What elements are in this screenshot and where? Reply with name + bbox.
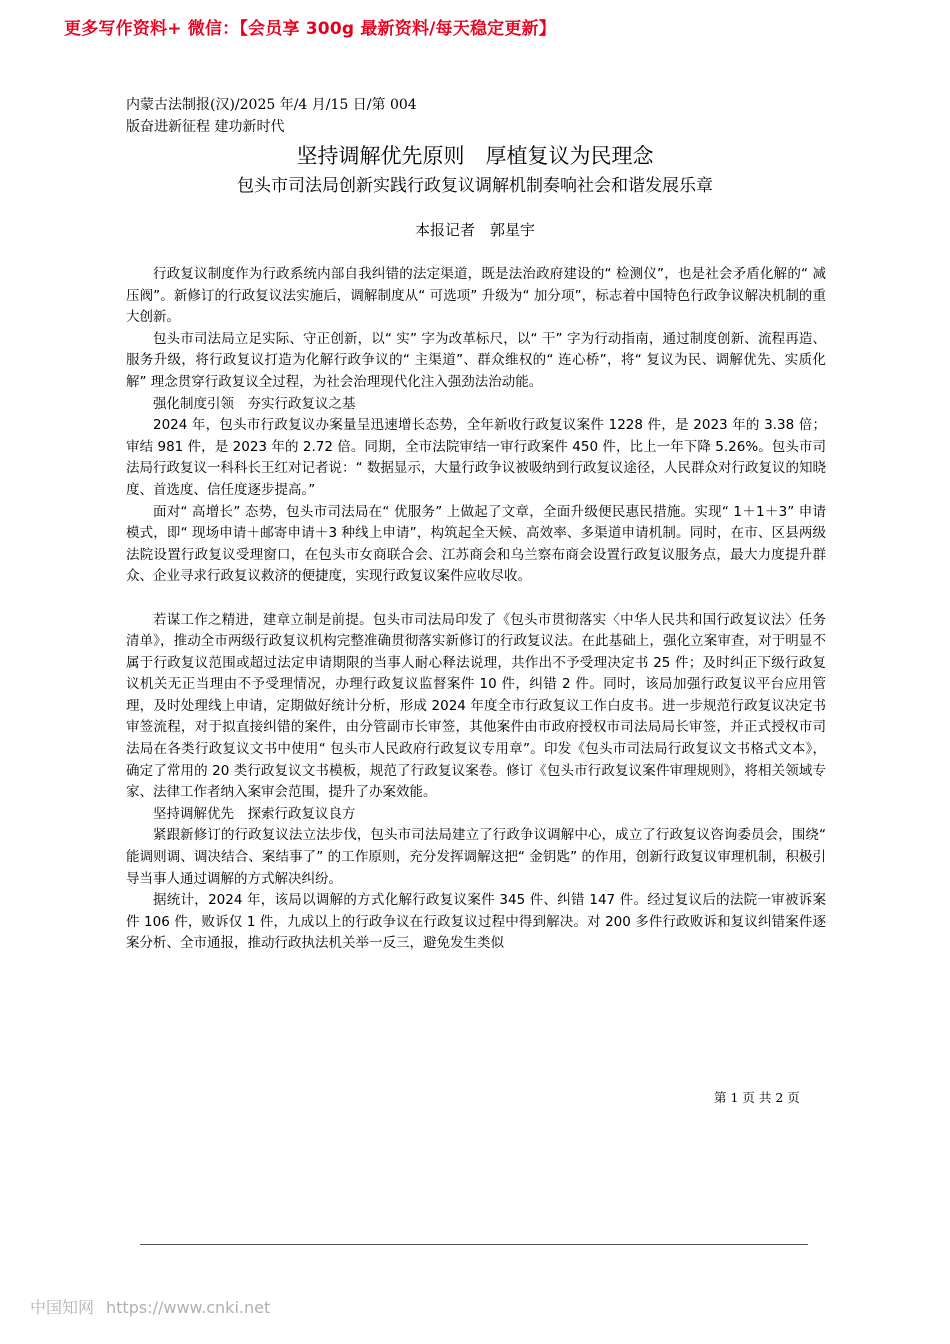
paragraph: 面对“ 高增长” 态势，包头市司法局在“ 优服务” 上做起了文章，全面升级便民惠民措施。实现“ 1＋1＋3” 申请模式，即“ 现场申请＋邮寄申请＋3 种线上申请”，构筑起全天候、高效率、多渠道申请机制。同时，在市、区县两级法院设置行政复议受理窗口，在包头市女商联合会、江苏商会和乌兰察布商会设置行政复议服务点，最大力度提升群众、企业寻求行政复议救济的便捷度，实现行政复议案件应收尽收。 bbox=[126, 503, 826, 585]
paragraph: 若谋工作之精进，建章立制是前提。包头市司法局印发了《包头市贯彻落实〈中华人民共和国行政复议法〉任务清单》，推动全市两级行政复议机构完整准确贯彻落实新修订的行政复议法。在此基础上，强化立案审查，对于明显不属于行政复议范围或超过法定申请期限的当事人耐心释法说理，共作出不予受理决定书 25 件；及时纠正下级行政复议机关无正当理由不予受理情况，办理行政复议监督案件 10 件，纠错 2 件。同时，该局加强行政复议平台应用管理，及时处理线上申请，定期做好统计分析，形成 2024 年度全市行政复议工作白皮书。进一步规范行政复议决定书审签流程，对于拟直接纠错的案件，由分管副市长审签，其他案件由市政府授权市司法局局长审签，并正式授权市司法局在各类行政复议文书中使用“ 包头市人民政府行政复议专用章”。印发《包头市司法局行政复议文书格式文本》，确定了常用的 20 类行政复议文书模板，规范了行政复议案卷。修订《包头市行政复议案件审理规则》，将相关领域专家、法律工作者纳入案审会范围，提升了办案效能。 bbox=[126, 611, 826, 801]
watermark-url: https://www.cnki.net bbox=[106, 1298, 271, 1317]
paragraph: 据统计，2024 年，该局以调解的方式化解行政复议案件 345 件、纠错 147 件。经过复议后的法院一审被诉案件 106 件，败诉仅 1 件，九成以上的行政争议在行政复议过程中得到解决。对 200 多件行政败诉和复议纠错案件逐案分析、全市通报，推动行政执法机关举一反三，避免发生类似 bbox=[126, 892, 826, 952]
paragraph: 行政复议制度作为行政系统内部自我纠错的法定渠道，既是法治政府建设的“ 检测仪”，也是社会矛盾化解的“ 减压阀”。新修订的行政复议法实施后，调解制度从“ 可选项” 升级为“ 加分项”，标志着中国特色行政争议解决机制的重大创新。 bbox=[126, 266, 826, 326]
page-number: 第 1 页 共 2 页 bbox=[714, 1090, 800, 1105]
paragraph: 包头市司法局立足实际、守正创新，以“ 实” 字为改革标尺，以“ 干” 字为行动指南，通过制度创新、流程再造、服务升级，将行政复议打造为化解行政争议的“ 主渠道”、群众维权的“ 连心桥”，将“ 复议为民、调解优先、实质化解” 理念贯穿行政复议全过程，为社会治理现代化注入强劲法治动能。 bbox=[126, 330, 826, 390]
article-subtitle: 包头市司法局创新实践行政复议调解机制奏响社会和谐发展乐章 bbox=[237, 176, 713, 196]
paragraph: 紧跟新修订的行政复议法立法步伐，包头市司法局建立了行政争议调解中心，成立了行政复议咨询委员会，围绕“ 能调则调、调决结合、案结事了” 的工作原则，充分发挥调解这把“ 金钥匙” 的作用，创新行政复议审理机制，积极引导当事人通过调解的方式解决纠纷。 bbox=[126, 827, 826, 887]
paragraph-gap bbox=[126, 588, 826, 610]
article-author: 本报记者 郭星宇 bbox=[414, 221, 535, 239]
section-heading: 强化制度引领 夯实行政复议之基 bbox=[153, 395, 356, 412]
section-line: 版奋进新征程 建功新时代 bbox=[126, 119, 285, 135]
section-heading: 坚持调解优先 探索行政复议良方 bbox=[153, 805, 356, 822]
watermark-brand: 中国知网 bbox=[30, 1298, 95, 1317]
watermark bbox=[30, 1295, 282, 1318]
promo-banner: 更多写作资料+ 微信：【会员享 300g 最新资料/每天稳定更新】 bbox=[64, 19, 556, 39]
source-line: 内蒙古法制报(汉)/2025 年/4 月/15 日/第 004 bbox=[126, 97, 417, 113]
article-title: 坚持调解优先原则 厚植复议为民理念 bbox=[296, 144, 654, 168]
footer-divider bbox=[140, 1244, 808, 1245]
paragraph: 2024 年，包头市行政复议办案量呈迅速增长态势，全年新收行政复议案件 1228 件，是 2023 年的 3.38 倍；审结 981 件，是 2023 年的 2.72 倍。同期，全市法院审结一审行政案件 450 件，比上一年下降 5.26%。包头市司法局行政复议一科科长王红对记者说：“ 数据显示，大量行政争议被吸纳到行政复议途径，人民群众对行政复议的知晓度、首选度、信任度逐步提高。” bbox=[126, 417, 826, 498]
article-body bbox=[126, 264, 826, 955]
